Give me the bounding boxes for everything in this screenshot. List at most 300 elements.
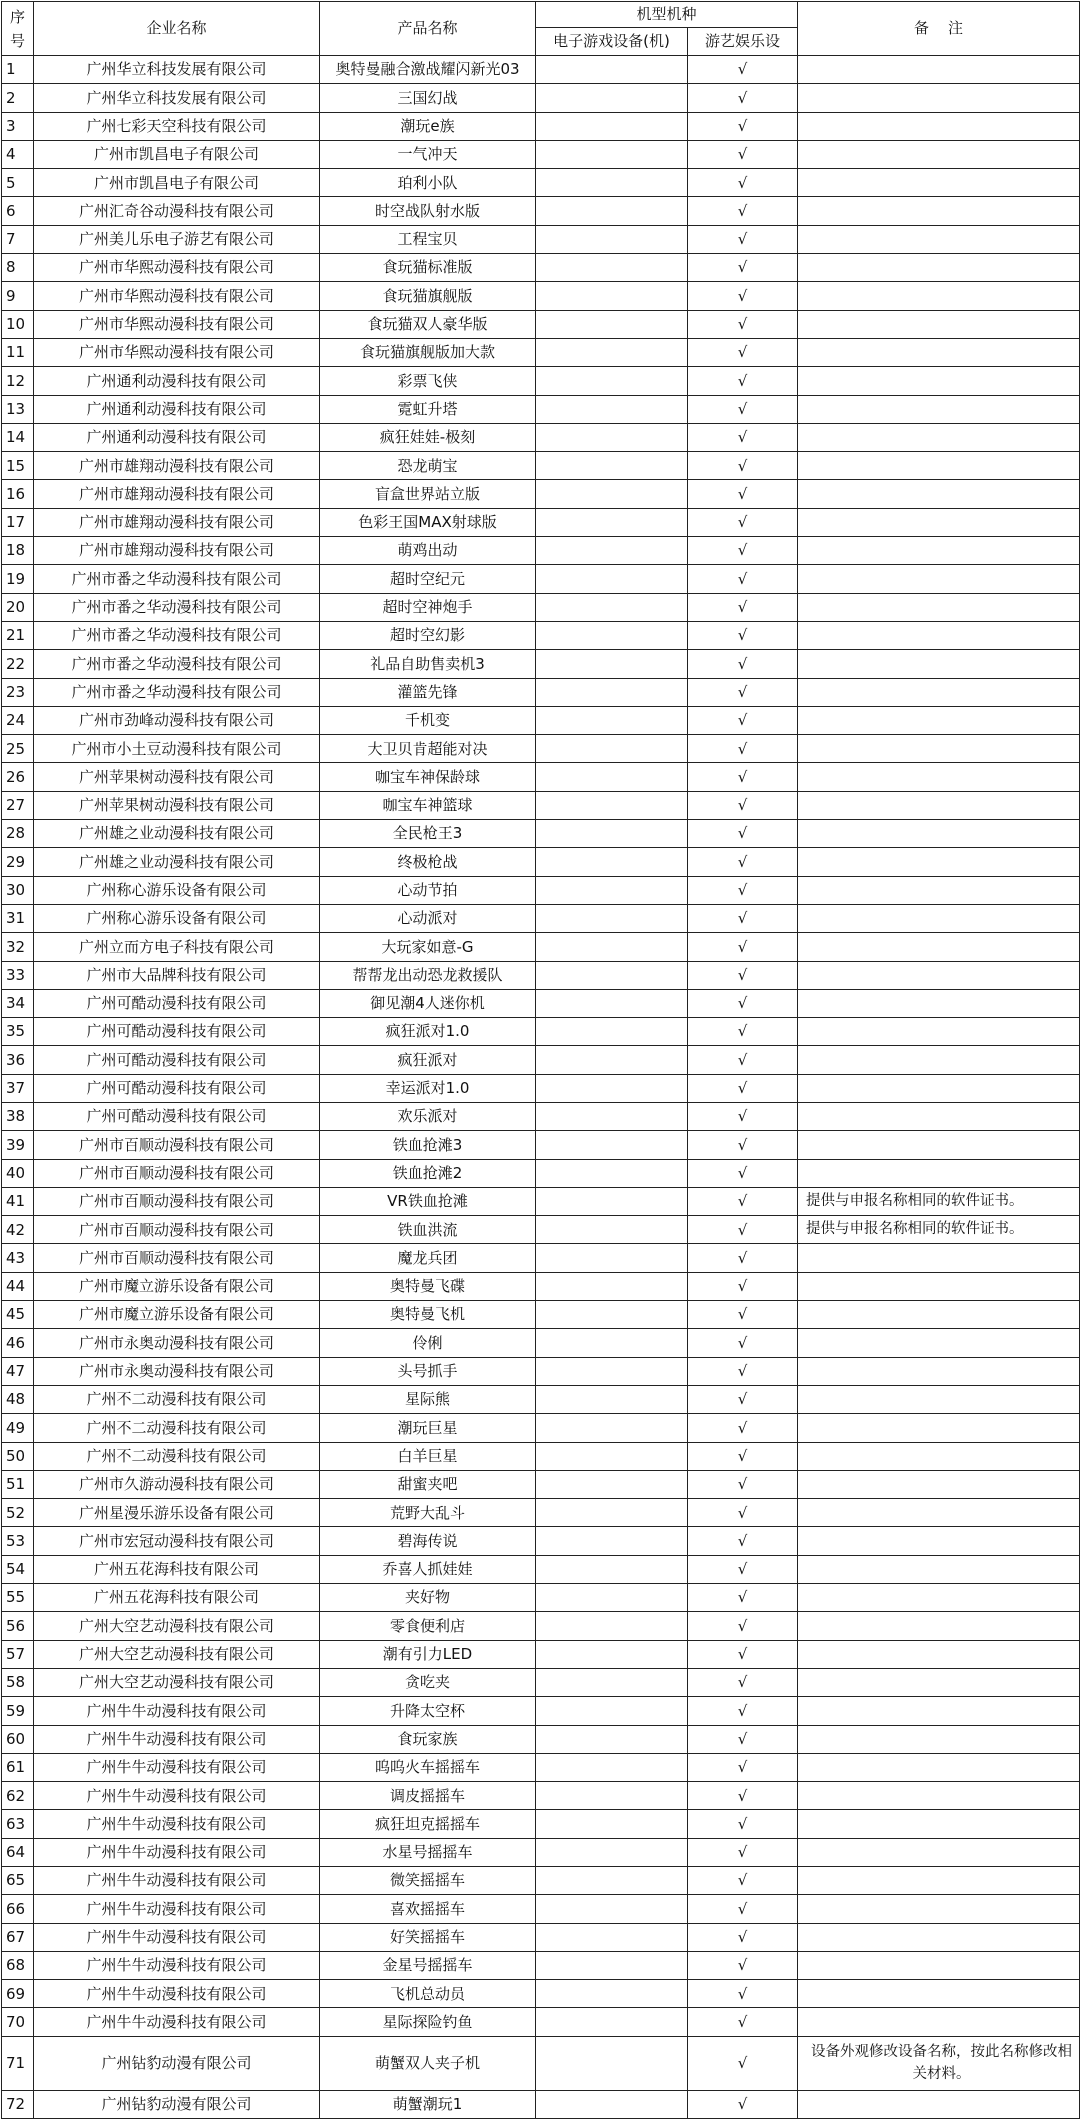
cell-product: 夹好物 <box>320 1584 536 1612</box>
cell-electronic-game <box>536 848 688 876</box>
cell-product: 升降太空杯 <box>320 1697 536 1725</box>
cell-company: 广州市凯昌电子有限公司 <box>34 169 320 197</box>
cell-company: 广州不二动漫科技有限公司 <box>34 1414 320 1442</box>
cell-seq: 37 <box>2 1074 34 1102</box>
cell-electronic-game <box>536 1697 688 1725</box>
cell-amusement-check: √ <box>688 452 798 480</box>
cell-amusement-check: √ <box>688 225 798 253</box>
cell-electronic-game <box>536 1584 688 1612</box>
table-row <box>2 1725 1080 1753</box>
table-row <box>2 848 1080 876</box>
cell-seq: 10 <box>2 310 34 338</box>
cell-electronic-game <box>536 508 688 536</box>
cell-company: 广州七彩天空科技有限公司 <box>34 112 320 140</box>
cell-amusement-check: √ <box>688 395 798 423</box>
cell-amusement-check: √ <box>688 1697 798 1725</box>
cell-product: 咖宝车神篮球 <box>320 791 536 819</box>
cell-amusement-check: √ <box>688 1951 798 1979</box>
cell-electronic-game <box>536 1895 688 1923</box>
cell-seq: 69 <box>2 1980 34 2008</box>
table-row <box>2 254 1080 282</box>
cell-electronic-game <box>536 1102 688 1130</box>
table-row <box>2 1980 1080 2008</box>
cell-amusement-check: √ <box>688 1923 798 1951</box>
cell-amusement-check: √ <box>688 1470 798 1498</box>
cell-seq: 38 <box>2 1102 34 1130</box>
cell-product: 盲盒世界站立版 <box>320 480 536 508</box>
cell-product: 一气冲天 <box>320 140 536 168</box>
cell-product: 超时空纪元 <box>320 565 536 593</box>
table-row <box>2 791 1080 819</box>
cell-product: 潮玩巨星 <box>320 1414 536 1442</box>
cell-company: 广州大空艺动漫科技有限公司 <box>34 1668 320 1696</box>
cell-amusement-check: √ <box>688 1753 798 1781</box>
cell-seq: 21 <box>2 621 34 649</box>
cell-amusement-check: √ <box>688 2090 798 2118</box>
cell-remark <box>798 1272 1080 1300</box>
cell-remark <box>798 650 1080 678</box>
cell-seq: 51 <box>2 1470 34 1498</box>
table-row <box>2 1102 1080 1130</box>
cell-product: 微笑摇摇车 <box>320 1867 536 1895</box>
cell-electronic-game <box>536 452 688 480</box>
cell-electronic-game <box>536 140 688 168</box>
cell-electronic-game <box>536 1244 688 1272</box>
table-body <box>2 56 1080 2119</box>
cell-seq: 16 <box>2 480 34 508</box>
cell-remark <box>798 876 1080 904</box>
cell-amusement-check: √ <box>688 1102 798 1130</box>
cell-electronic-game <box>536 904 688 932</box>
cell-company: 广州大空艺动漫科技有限公司 <box>34 1640 320 1668</box>
table-row <box>2 1753 1080 1781</box>
table-row <box>2 876 1080 904</box>
cell-remark <box>798 565 1080 593</box>
cell-company: 广州牛牛动漫科技有限公司 <box>34 1867 320 1895</box>
cell-electronic-game <box>536 961 688 989</box>
cell-company: 广州通利动漫科技有限公司 <box>34 395 320 423</box>
cell-company: 广州市大品牌科技有限公司 <box>34 961 320 989</box>
cell-seq: 39 <box>2 1131 34 1159</box>
cell-company: 广州市雄翔动漫科技有限公司 <box>34 452 320 480</box>
cell-product: 心动派对 <box>320 904 536 932</box>
cell-amusement-check: √ <box>688 820 798 848</box>
cell-remark <box>798 1244 1080 1272</box>
cell-amusement-check: √ <box>688 1216 798 1244</box>
cell-amusement-check: √ <box>688 1640 798 1668</box>
table-row <box>2 1668 1080 1696</box>
cell-amusement-check: √ <box>688 254 798 282</box>
cell-seq: 15 <box>2 452 34 480</box>
cell-company: 广州牛牛动漫科技有限公司 <box>34 1951 320 1979</box>
cell-remark <box>798 593 1080 621</box>
cell-amusement-check: √ <box>688 2036 798 2090</box>
table-row <box>2 565 1080 593</box>
cell-company: 广州市永奥动漫科技有限公司 <box>34 1329 320 1357</box>
header-seq-line1: 序 <box>9 7 25 26</box>
cell-electronic-game <box>536 1499 688 1527</box>
cell-product: 千机变 <box>320 706 536 734</box>
table-row <box>2 706 1080 734</box>
table-row <box>2 1018 1080 1046</box>
cell-electronic-game <box>536 791 688 819</box>
cell-electronic-game <box>536 338 688 366</box>
cell-product: 帮帮龙出动恐龙救援队 <box>320 961 536 989</box>
cell-seq: 5 <box>2 169 34 197</box>
cell-company: 广州市凯昌电子有限公司 <box>34 140 320 168</box>
table-row <box>2 593 1080 621</box>
cell-company: 广州牛牛动漫科技有限公司 <box>34 1895 320 1923</box>
cell-product: 萌蟹双人夹子机 <box>320 2036 536 2090</box>
cell-company: 广州市华熙动漫科技有限公司 <box>34 282 320 310</box>
cell-amusement-check: √ <box>688 1555 798 1583</box>
table-row <box>2 1867 1080 1895</box>
cell-company: 广州五花海科技有限公司 <box>34 1584 320 1612</box>
cell-company: 广州五花海科技有限公司 <box>34 1555 320 1583</box>
cell-product: 水星号摇摇车 <box>320 1838 536 1866</box>
cell-amusement-check: √ <box>688 650 798 678</box>
cell-amusement-check: √ <box>688 480 798 508</box>
cell-seq: 62 <box>2 1782 34 1810</box>
table-row <box>2 678 1080 706</box>
cell-electronic-game <box>536 1838 688 1866</box>
table-row <box>2 1810 1080 1838</box>
cell-company: 广州不二动漫科技有限公司 <box>34 1442 320 1470</box>
cell-product: 终极枪战 <box>320 848 536 876</box>
table-row <box>2 1838 1080 1866</box>
cell-product: 疯狂派对1.0 <box>320 1018 536 1046</box>
cell-electronic-game <box>536 1867 688 1895</box>
cell-company: 广州通利动漫科技有限公司 <box>34 367 320 395</box>
cell-electronic-game <box>536 367 688 395</box>
cell-product: 疯狂派对 <box>320 1046 536 1074</box>
cell-company: 广州牛牛动漫科技有限公司 <box>34 1810 320 1838</box>
cell-remark <box>798 254 1080 282</box>
table-row <box>2 763 1080 791</box>
cell-amusement-check: √ <box>688 763 798 791</box>
cell-electronic-game <box>536 1555 688 1583</box>
cell-seq: 68 <box>2 1951 34 1979</box>
cell-electronic-game <box>536 84 688 112</box>
cell-amusement-check: √ <box>688 621 798 649</box>
cell-amusement-check: √ <box>688 367 798 395</box>
cell-seq: 65 <box>2 1867 34 1895</box>
cell-amusement-check: √ <box>688 508 798 536</box>
cell-seq: 55 <box>2 1584 34 1612</box>
table-row <box>2 1385 1080 1413</box>
cell-amusement-check: √ <box>688 933 798 961</box>
cell-remark <box>798 480 1080 508</box>
cell-amusement-check: √ <box>688 169 798 197</box>
cell-remark <box>798 735 1080 763</box>
cell-remark <box>798 2090 1080 2118</box>
table-row <box>2 650 1080 678</box>
cell-electronic-game <box>536 593 688 621</box>
cell-company: 广州市番之华动漫科技有限公司 <box>34 621 320 649</box>
cell-company: 广州称心游乐设备有限公司 <box>34 904 320 932</box>
cell-product: 幸运派对1.0 <box>320 1074 536 1102</box>
cell-electronic-game <box>536 1216 688 1244</box>
cell-company: 广州牛牛动漫科技有限公司 <box>34 1838 320 1866</box>
cell-amusement-check: √ <box>688 1668 798 1696</box>
cell-electronic-game <box>536 1470 688 1498</box>
cell-seq: 13 <box>2 395 34 423</box>
cell-seq: 27 <box>2 791 34 819</box>
cell-amusement-check: √ <box>688 1046 798 1074</box>
header-machine-type: 机型机种 <box>536 2 798 28</box>
table-row <box>2 1216 1080 1244</box>
cell-company: 广州钻豹动漫有限公司 <box>34 2090 320 2118</box>
table-row <box>2 225 1080 253</box>
cell-product: 萌鸡出动 <box>320 537 536 565</box>
cell-electronic-game <box>536 197 688 225</box>
table-row <box>2 1074 1080 1102</box>
cell-product: 欢乐派对 <box>320 1102 536 1130</box>
cell-amusement-check: √ <box>688 706 798 734</box>
cell-seq: 72 <box>2 2090 34 2118</box>
cell-seq: 33 <box>2 961 34 989</box>
cell-product: 荒野大乱斗 <box>320 1499 536 1527</box>
cell-product: 食玩家族 <box>320 1725 536 1753</box>
cell-amusement-check: √ <box>688 1018 798 1046</box>
table-row <box>2 310 1080 338</box>
cell-remark <box>798 1385 1080 1413</box>
cell-electronic-game <box>536 1187 688 1215</box>
table-row <box>2 820 1080 848</box>
cell-product: 食玩猫标准版 <box>320 254 536 282</box>
cell-product: 礼品自助售卖机3 <box>320 650 536 678</box>
cell-company: 广州市华熙动漫科技有限公司 <box>34 310 320 338</box>
cell-electronic-game <box>536 1131 688 1159</box>
cell-company: 广州牛牛动漫科技有限公司 <box>34 1725 320 1753</box>
cell-remark <box>798 1414 1080 1442</box>
cell-product: 碧海传说 <box>320 1527 536 1555</box>
cell-product: 心动节拍 <box>320 876 536 904</box>
cell-amusement-check: √ <box>688 423 798 451</box>
cell-remark: 提供与申报名称相同的软件证书。 <box>798 1216 1080 1244</box>
cell-company: 广州市番之华动漫科技有限公司 <box>34 650 320 678</box>
cell-amusement-check: √ <box>688 1329 798 1357</box>
cell-remark <box>798 2008 1080 2036</box>
cell-product: 飞机总动员 <box>320 1980 536 2008</box>
cell-company: 广州市小土豆动漫科技有限公司 <box>34 735 320 763</box>
table-row <box>2 904 1080 932</box>
header-seq <box>2 2 34 56</box>
cell-amusement-check: √ <box>688 140 798 168</box>
cell-remark <box>798 1810 1080 1838</box>
cell-amusement-check: √ <box>688 1499 798 1527</box>
cell-amusement-check: √ <box>688 593 798 621</box>
cell-remark <box>798 1612 1080 1640</box>
cell-product: 灌篮先锋 <box>320 678 536 706</box>
cell-company: 广州市番之华动漫科技有限公司 <box>34 593 320 621</box>
cell-amusement-check: √ <box>688 1895 798 1923</box>
cell-amusement-check: √ <box>688 1244 798 1272</box>
cell-seq: 35 <box>2 1018 34 1046</box>
cell-amusement-check: √ <box>688 565 798 593</box>
cell-electronic-game <box>536 1159 688 1187</box>
cell-company: 广州牛牛动漫科技有限公司 <box>34 1980 320 2008</box>
cell-amusement-check: √ <box>688 1074 798 1102</box>
cell-product: 食玩猫双人豪华版 <box>320 310 536 338</box>
cell-amusement-check: √ <box>688 1414 798 1442</box>
cell-remark <box>798 1074 1080 1102</box>
cell-company: 广州市永奥动漫科技有限公司 <box>34 1357 320 1385</box>
cell-remark <box>798 310 1080 338</box>
cell-product: 奥特曼飞碟 <box>320 1272 536 1300</box>
table-row <box>2 1895 1080 1923</box>
cell-company: 广州牛牛动漫科技有限公司 <box>34 1923 320 1951</box>
cell-seq: 42 <box>2 1216 34 1244</box>
cell-company: 广州称心游乐设备有限公司 <box>34 876 320 904</box>
cell-product: 铁血抢滩2 <box>320 1159 536 1187</box>
cell-electronic-game <box>536 1301 688 1329</box>
cell-electronic-game <box>536 650 688 678</box>
cell-amusement-check: √ <box>688 1527 798 1555</box>
cell-electronic-game <box>536 56 688 84</box>
cell-company: 广州大空艺动漫科技有限公司 <box>34 1612 320 1640</box>
cell-remark <box>798 1980 1080 2008</box>
cell-electronic-game <box>536 1272 688 1300</box>
cell-product: 工程宝贝 <box>320 225 536 253</box>
cell-company: 广州通利动漫科技有限公司 <box>34 423 320 451</box>
cell-remark <box>798 678 1080 706</box>
cell-product: 超时空幻影 <box>320 621 536 649</box>
cell-electronic-game <box>536 1980 688 2008</box>
cell-remark <box>798 763 1080 791</box>
cell-amusement-check: √ <box>688 310 798 338</box>
cell-amusement-check: √ <box>688 2008 798 2036</box>
cell-amusement-check: √ <box>688 904 798 932</box>
table-row <box>2 1187 1080 1215</box>
cell-remark <box>798 791 1080 819</box>
cell-product: 色彩王国MAX射球版 <box>320 508 536 536</box>
cell-remark <box>798 1102 1080 1130</box>
cell-remark <box>798 1584 1080 1612</box>
cell-electronic-game <box>536 537 688 565</box>
cell-product: VR铁血抢滩 <box>320 1187 536 1215</box>
cell-product: 头号抓手 <box>320 1357 536 1385</box>
cell-remark <box>798 1131 1080 1159</box>
cell-remark <box>798 1640 1080 1668</box>
cell-company: 广州雄之业动漫科技有限公司 <box>34 820 320 848</box>
cell-remark <box>798 225 1080 253</box>
table-row <box>2 1923 1080 1951</box>
cell-company: 广州市百顺动漫科技有限公司 <box>34 1244 320 1272</box>
table-row <box>2 1612 1080 1640</box>
approval-list-table <box>1 1 1080 2119</box>
cell-product: 铁血洪流 <box>320 1216 536 1244</box>
table-row <box>2 480 1080 508</box>
cell-amusement-check: √ <box>688 848 798 876</box>
cell-remark <box>798 1555 1080 1583</box>
cell-seq: 45 <box>2 1301 34 1329</box>
cell-electronic-game <box>536 254 688 282</box>
cell-amusement-check: √ <box>688 1442 798 1470</box>
cell-remark <box>798 112 1080 140</box>
cell-amusement-check: √ <box>688 876 798 904</box>
cell-remark <box>798 1470 1080 1498</box>
cell-product: 好笑摇摇车 <box>320 1923 536 1951</box>
cell-seq: 52 <box>2 1499 34 1527</box>
table-row <box>2 338 1080 366</box>
cell-amusement-check: √ <box>688 1272 798 1300</box>
cell-company: 广州市华熙动漫科技有限公司 <box>34 338 320 366</box>
cell-electronic-game <box>536 225 688 253</box>
cell-product: 甜蜜夹吧 <box>320 1470 536 1498</box>
table-row <box>2 423 1080 451</box>
cell-seq: 44 <box>2 1272 34 1300</box>
cell-remark <box>798 197 1080 225</box>
table-row <box>2 84 1080 112</box>
cell-company: 广州市番之华动漫科技有限公司 <box>34 565 320 593</box>
table-row <box>2 1527 1080 1555</box>
table-row <box>2 140 1080 168</box>
header-product: 产品名称 <box>320 2 536 56</box>
cell-amusement-check: √ <box>688 282 798 310</box>
cell-company: 广州市百顺动漫科技有限公司 <box>34 1131 320 1159</box>
cell-remark <box>798 169 1080 197</box>
table-row <box>2 508 1080 536</box>
cell-remark <box>798 84 1080 112</box>
table-row <box>2 1357 1080 1385</box>
cell-electronic-game <box>536 1046 688 1074</box>
table-row <box>2 2090 1080 2118</box>
cell-remark <box>798 904 1080 932</box>
cell-remark <box>798 1923 1080 1951</box>
header-seq-line2: 号 <box>9 31 25 50</box>
cell-remark <box>798 1668 1080 1696</box>
cell-amusement-check: √ <box>688 1838 798 1866</box>
cell-company: 广州牛牛动漫科技有限公司 <box>34 2008 320 2036</box>
cell-product: 御见潮4人迷你机 <box>320 989 536 1017</box>
table-row <box>2 56 1080 84</box>
table-row <box>2 961 1080 989</box>
table-row <box>2 2036 1080 2090</box>
cell-company: 广州汇奇谷动漫科技有限公司 <box>34 197 320 225</box>
cell-seq: 49 <box>2 1414 34 1442</box>
table-row <box>2 2008 1080 2036</box>
cell-amusement-check: √ <box>688 1159 798 1187</box>
cell-amusement-check: √ <box>688 1131 798 1159</box>
cell-product: 铁血抢滩3 <box>320 1131 536 1159</box>
cell-seq: 64 <box>2 1838 34 1866</box>
cell-product: 超时空神炮手 <box>320 593 536 621</box>
cell-electronic-game <box>536 1442 688 1470</box>
cell-seq: 32 <box>2 933 34 961</box>
cell-electronic-game <box>536 1923 688 1951</box>
table-row <box>2 169 1080 197</box>
cell-electronic-game <box>536 1753 688 1781</box>
cell-seq: 61 <box>2 1753 34 1781</box>
cell-company: 广州不二动漫科技有限公司 <box>34 1385 320 1413</box>
cell-product: 食玩猫旗舰版加大款 <box>320 338 536 366</box>
table-row <box>2 1782 1080 1810</box>
cell-amusement-check: √ <box>688 989 798 1017</box>
cell-remark <box>798 1301 1080 1329</box>
cell-amusement-check: √ <box>688 1357 798 1385</box>
table-row <box>2 452 1080 480</box>
cell-electronic-game <box>536 1640 688 1668</box>
cell-product: 大玩家如意-G <box>320 933 536 961</box>
table-row <box>2 1499 1080 1527</box>
cell-seq: 6 <box>2 197 34 225</box>
cell-seq: 47 <box>2 1357 34 1385</box>
cell-company: 广州市百顺动漫科技有限公司 <box>34 1187 320 1215</box>
cell-seq: 58 <box>2 1668 34 1696</box>
cell-remark <box>798 423 1080 451</box>
cell-amusement-check: √ <box>688 791 798 819</box>
